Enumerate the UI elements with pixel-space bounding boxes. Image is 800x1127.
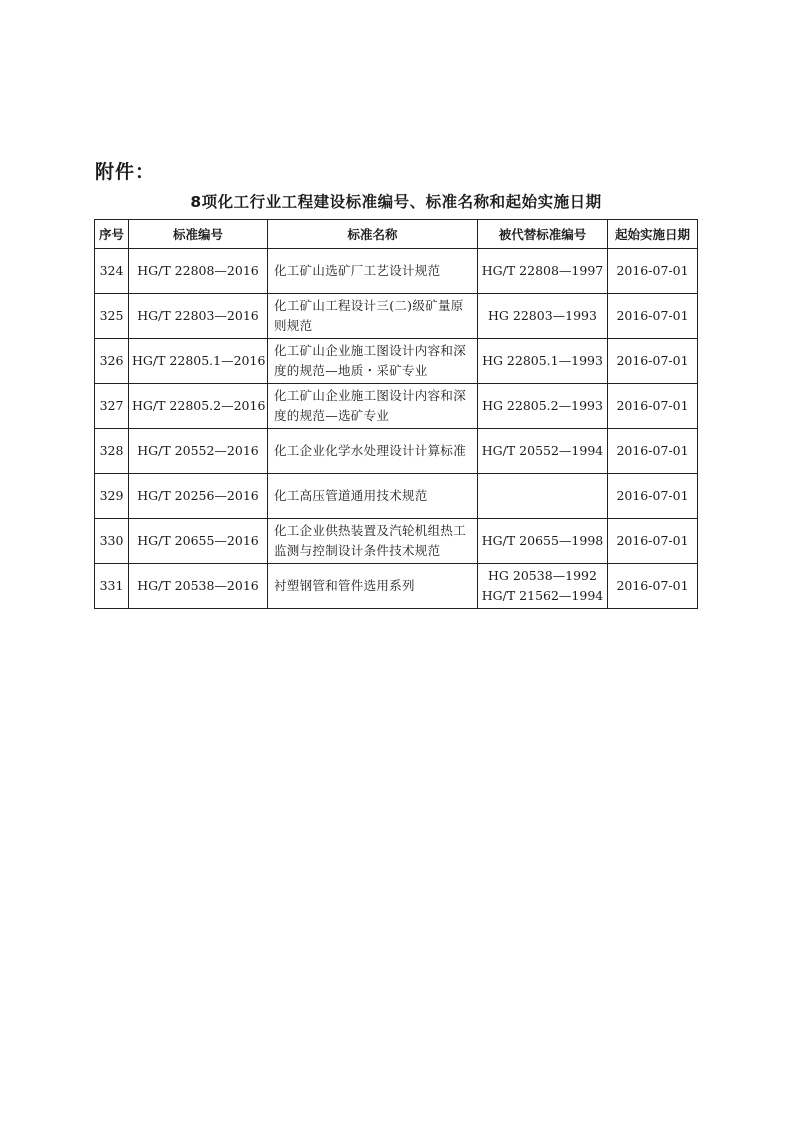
cell-replaced bbox=[478, 294, 608, 339]
cell-name: 化工矿山工程设计三(二)级矿量原则规范 bbox=[268, 294, 478, 339]
cell-code: HG/T 22805.1—2016 bbox=[129, 339, 268, 384]
cell-seq: 331 bbox=[95, 564, 129, 609]
cell-code: HG/T 20552—2016 bbox=[129, 429, 268, 474]
cell-seq: 325 bbox=[95, 294, 129, 339]
cell-code: HG/T 22803—2016 bbox=[129, 294, 268, 339]
cell-code: HG/T 22808—2016 bbox=[129, 249, 268, 294]
cell-replaced bbox=[478, 249, 608, 294]
cell-seq: 326 bbox=[95, 339, 129, 384]
header-replaced: 被代替标准编号 bbox=[478, 220, 608, 249]
replaced-code: HG/T 21562—1994 bbox=[481, 588, 604, 603]
cell-name: 化工矿山企业施工图设计内容和深度的规范—地质・采矿专业 bbox=[268, 339, 478, 384]
cell-replaced bbox=[478, 519, 608, 564]
cell-seq: 327 bbox=[95, 384, 129, 429]
table-row bbox=[95, 384, 698, 429]
cell-date: 2016-07-01 bbox=[608, 384, 698, 429]
cell-name: 衬塑钢管和管件选用系列 bbox=[268, 564, 478, 609]
cell-name: 化工企业化学水处理设计计算标准 bbox=[268, 429, 478, 474]
header-code: 标准编号 bbox=[129, 220, 268, 249]
cell-name: 化工矿山选矿厂工艺设计规范 bbox=[268, 249, 478, 294]
attachment-label: 附件： bbox=[95, 161, 156, 183]
table-row bbox=[95, 339, 698, 384]
cell-code: HG/T 22805.2—2016 bbox=[129, 384, 268, 429]
cell-seq: 330 bbox=[95, 519, 129, 564]
cell-replaced bbox=[478, 384, 608, 429]
cell-replaced bbox=[478, 564, 608, 609]
replaced-code: HG 20538—1992 bbox=[488, 568, 597, 583]
cell-code: HG/T 20538—2016 bbox=[129, 564, 268, 609]
header-date: 起始实施日期 bbox=[608, 220, 698, 249]
replaced-code: HG/T 20655—1998 bbox=[481, 533, 604, 548]
header-seq: 序号 bbox=[95, 220, 129, 249]
replaced-code: HG 22803—1993 bbox=[488, 308, 597, 323]
cell-seq: 329 bbox=[95, 474, 129, 519]
standards-table bbox=[94, 219, 698, 609]
replaced-code: HG 22805.1—1993 bbox=[482, 353, 603, 368]
cell-code: HG/T 20655—2016 bbox=[129, 519, 268, 564]
cell-name: 化工矿山企业施工图设计内容和深度的规范—选矿专业 bbox=[268, 384, 478, 429]
cell-date: 2016-07-01 bbox=[608, 429, 698, 474]
replaced-code: HG 22805.2—1993 bbox=[482, 398, 603, 413]
cell-code: HG/T 20256—2016 bbox=[129, 474, 268, 519]
cell-date: 2016-07-01 bbox=[608, 294, 698, 339]
table-header-row bbox=[95, 220, 698, 249]
header-name: 标准名称 bbox=[268, 220, 478, 249]
table-row bbox=[95, 519, 698, 564]
cell-seq: 328 bbox=[95, 429, 129, 474]
cell-name: 化工企业供热装置及汽轮机组热工监测与控制设计条件技术规范 bbox=[268, 519, 478, 564]
table-body bbox=[95, 249, 698, 609]
replaced-code: HG/T 22808—1997 bbox=[481, 263, 604, 278]
cell-date: 2016-07-01 bbox=[608, 474, 698, 519]
document-title: 8项化工行业工程建设标准编号、标准名称和起始实施日期 bbox=[190, 193, 602, 211]
cell-date: 2016-07-01 bbox=[608, 519, 698, 564]
table-row bbox=[95, 249, 698, 294]
cell-date: 2016-07-01 bbox=[608, 339, 698, 384]
table-row bbox=[95, 474, 698, 519]
replaced-code: HG/T 20552—1994 bbox=[481, 443, 604, 458]
cell-replaced bbox=[478, 339, 608, 384]
table-row bbox=[95, 294, 698, 339]
cell-replaced bbox=[478, 429, 608, 474]
table-row bbox=[95, 564, 698, 609]
cell-name: 化工高压管道通用技术规范 bbox=[268, 474, 478, 519]
cell-date: 2016-07-01 bbox=[608, 249, 698, 294]
cell-seq: 324 bbox=[95, 249, 129, 294]
cell-date: 2016-07-01 bbox=[608, 564, 698, 609]
cell-replaced bbox=[478, 474, 608, 519]
table-row bbox=[95, 429, 698, 474]
